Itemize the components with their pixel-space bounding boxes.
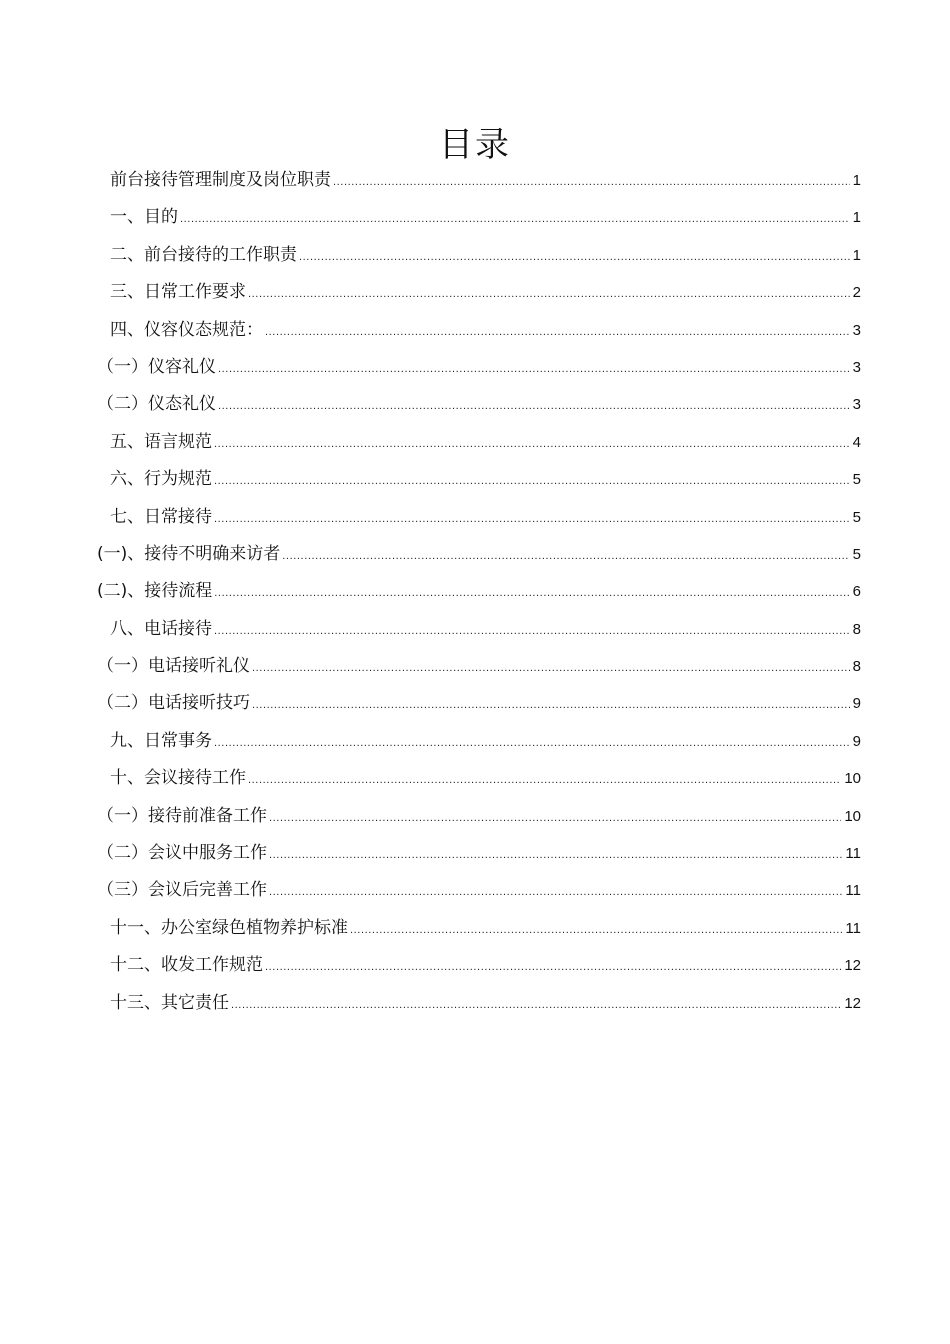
toc-dot-leader bbox=[231, 987, 841, 1024]
toc-page-number: 3 bbox=[852, 321, 861, 339]
toc-entry-label: 三、日常工作要求 bbox=[110, 282, 246, 303]
toc-dot-leader bbox=[269, 800, 841, 837]
toc-entry[interactable] bbox=[97, 199, 861, 236]
toc-entry-label: 一、目的 bbox=[110, 207, 178, 228]
toc-dot-leader bbox=[218, 351, 850, 388]
toc-dot-leader bbox=[252, 650, 850, 687]
toc-dot-leader bbox=[282, 538, 849, 575]
toc-page-number: 5 bbox=[852, 471, 861, 489]
toc-page-number: 8 bbox=[852, 658, 861, 676]
toc-entry-label: 十一、办公室绿色植物养护标准 bbox=[110, 917, 348, 938]
toc-entry[interactable] bbox=[97, 162, 861, 199]
toc-dot-leader bbox=[214, 501, 850, 538]
toc-entry[interactable] bbox=[97, 723, 861, 760]
toc-entry[interactable] bbox=[97, 237, 861, 274]
toc-entry[interactable] bbox=[97, 386, 861, 423]
toc-entry-label: （一）电话接听礼仪 bbox=[97, 656, 250, 677]
toc-dot-leader bbox=[350, 912, 842, 949]
toc-entry[interactable] bbox=[97, 312, 861, 349]
toc-entry[interactable] bbox=[97, 835, 861, 872]
toc-entry-label: (一)、接待不明确来访者 bbox=[97, 543, 281, 564]
toc-page-number: 8 bbox=[852, 620, 861, 638]
toc-entry[interactable] bbox=[97, 760, 861, 797]
toc-entry[interactable] bbox=[97, 499, 861, 536]
toc-page-number: 3 bbox=[852, 358, 861, 376]
toc-entry[interactable] bbox=[97, 947, 861, 984]
toc-entry[interactable] bbox=[97, 349, 861, 386]
toc-entry-label: 八、电话接待 bbox=[110, 618, 212, 639]
toc-page-number: 11 bbox=[845, 882, 861, 900]
toc-page-number: 11 bbox=[845, 845, 861, 863]
toc-dot-leader bbox=[214, 613, 850, 650]
toc-dot-leader bbox=[252, 687, 850, 724]
toc-entry[interactable] bbox=[97, 573, 861, 610]
toc-entry[interactable] bbox=[97, 648, 861, 685]
toc-entry-label: 前台接待管理制度及岗位职责 bbox=[110, 170, 331, 190]
toc-dot-leader bbox=[269, 837, 842, 874]
toc-dot-leader bbox=[299, 239, 850, 276]
toc-page-number: 4 bbox=[852, 433, 861, 451]
toc-entry-label: （二）电话接听技巧 bbox=[97, 693, 250, 714]
toc-dot-leader bbox=[214, 725, 850, 762]
toc-page-number: 5 bbox=[852, 508, 861, 526]
toc-page-number: 9 bbox=[852, 732, 861, 750]
toc-dot-leader bbox=[180, 201, 850, 238]
toc-entry-label: （二）仪态礼仪 bbox=[97, 394, 216, 415]
toc-entry-label: 五、语言规范 bbox=[110, 431, 212, 452]
toc-page-number: 6 bbox=[852, 583, 861, 601]
toc-entry-label: 九、日常事务 bbox=[110, 730, 212, 751]
toc-entry[interactable] bbox=[97, 461, 861, 498]
toc-entry-label: 十二、收发工作规范 bbox=[110, 955, 263, 976]
toc-entry-label: (二)、接待流程 bbox=[97, 581, 213, 602]
toc-page-number: 1 bbox=[852, 172, 861, 189]
toc-entry-label: （一）接待前准备工作 bbox=[97, 805, 267, 826]
toc-entry[interactable] bbox=[97, 536, 861, 573]
toc-dot-leader bbox=[214, 426, 850, 463]
toc-entry-label: 二、前台接待的工作职责 bbox=[110, 244, 297, 265]
toc-entry-label: 四、仪容仪态规范： bbox=[110, 319, 263, 340]
toc-page-number: 10 bbox=[844, 807, 861, 825]
toc-entry-label: 六、行为规范 bbox=[110, 469, 212, 490]
toc-page-number: 3 bbox=[852, 396, 861, 414]
toc-entry[interactable] bbox=[97, 872, 861, 909]
toc-entry-label: 十三、其它责任 bbox=[110, 992, 229, 1013]
toc-page-number: 12 bbox=[844, 994, 861, 1012]
toc-page-number: 1 bbox=[852, 209, 861, 227]
toc-dot-leader bbox=[333, 164, 850, 201]
toc-title: 目录 bbox=[439, 124, 511, 165]
toc-entry[interactable] bbox=[97, 611, 861, 648]
toc-page-number: 5 bbox=[852, 545, 861, 563]
toc-dot-leader bbox=[265, 314, 850, 351]
toc-dot-leader bbox=[218, 388, 850, 425]
toc-page-number: 1 bbox=[852, 246, 861, 264]
toc-entry-label: 七、日常接待 bbox=[110, 506, 212, 527]
table-of-contents bbox=[97, 162, 861, 1022]
toc-dot-leader bbox=[269, 874, 842, 911]
toc-entry[interactable] bbox=[97, 798, 861, 835]
toc-entry-label: （一）仪容礼仪 bbox=[97, 356, 216, 377]
toc-dot-leader bbox=[214, 575, 849, 612]
toc-page-number: 11 bbox=[845, 919, 861, 937]
toc-dot-leader bbox=[248, 762, 841, 799]
toc-entry[interactable] bbox=[97, 910, 861, 947]
toc-entry-label: 十、会议接待工作 bbox=[110, 768, 246, 789]
toc-page-number: 12 bbox=[844, 957, 861, 975]
toc-page-number: 9 bbox=[852, 695, 861, 713]
toc-entry[interactable] bbox=[97, 685, 861, 722]
toc-dot-leader bbox=[265, 949, 841, 986]
toc-page-number: 10 bbox=[844, 770, 861, 788]
toc-entry[interactable] bbox=[97, 274, 861, 311]
toc-entry[interactable] bbox=[97, 424, 861, 461]
toc-entry-label: （三）会议后完善工作 bbox=[97, 880, 267, 901]
toc-entry-label: （二）会议中服务工作 bbox=[97, 843, 267, 864]
toc-dot-leader bbox=[248, 276, 850, 313]
toc-dot-leader bbox=[214, 463, 850, 500]
toc-entry[interactable] bbox=[97, 985, 861, 1022]
toc-page-number: 2 bbox=[852, 284, 861, 302]
